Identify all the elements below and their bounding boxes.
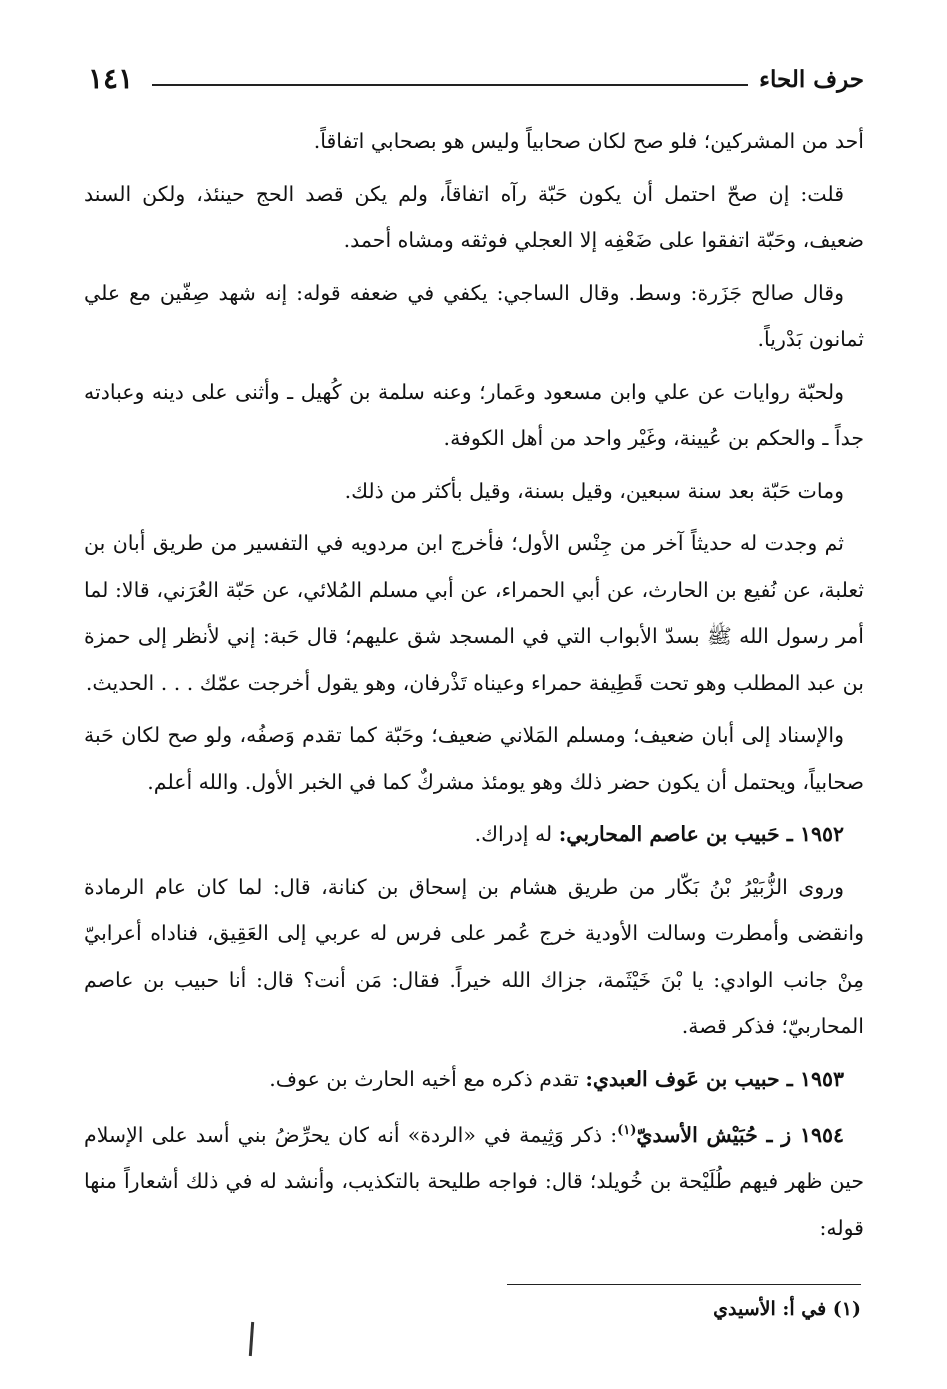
entry-text: له إدراك. [474, 822, 559, 846]
entry-heading: ١٩٥٣ ـ حبيب بن عَوف العبدي: [585, 1066, 844, 1091]
paragraph: وقال صالح جَزَرة: وسط. وقال الساجي: يكفي في ضعفه قوله: إنه شهد صِفّين مع علي ثمانون بَدْرياً. [84, 280, 864, 351]
paragraph: ولحبّة روايات عن علي وابن مسعود وعَمار؛ وعنه سلمة بن كُهيل ـ وأثنى على دينه وعبادته جداً ـ والحكم بن عُيينة، وغَيْر واحد من أهل الكوفة. [84, 379, 864, 450]
paragraph: قلت: إن صحّ احتمل أن يكون حَبّة رآه اتفاقاً، ولم يكن قصد الحج حينئذ، ولكن السند ضعيف، وحَبّة اتفقوا على ضَعْفِه إلا العجلي فوثقه ومشاه أحمد. [84, 181, 864, 252]
page-header [88, 62, 864, 102]
paragraph: والإسناد إلى أبان ضعيف؛ ومسلم المَلاني ضعيف؛ وحَبّة كما تقدم وَصفُه، ولو صح لكان حَبة صحابياً، ويحتمل أن يكون حضر ذلك وهو يومئذ مشركٌ كما في الخبر الأول. والله أعلم. [84, 723, 864, 794]
pencil-mark [249, 1322, 254, 1356]
biography-entry [84, 1108, 864, 1251]
paragraph: ثم وجدت له حديثاً آخر من جِنْس الأول؛ فأخرج ابن مردويه في التفسير من طريق أبان بن ثعلبة، عن نُفيع بن الحارث، عن أبي الحمراء، عن أبي مسلم المُلائي، عن حَبّة العُرَني، قالا: لما أمر رسول الله ﷺ بسدّ الأبواب التي في المسجد شق عليهم؛ قال حَبة: إني لأنظر إلى حمزة بن عبد المطلب وهو تحت قَطِيفة حمراء وعيناه تَذْرفان، وهو يقول أخرجت عمّك . . . الحديث. [84, 531, 864, 695]
entry-text: : ذكر وَثِيمة في «الردة» أنه كان يحرِّضُ بني أسد على الإسلام حين ظهر فيهم طُلَيْحة بن خُويلد؛ قال: فواجه طليحة بالتكذيب، وأنشد له في ذلك أشعاراً منها قوله: [84, 1122, 864, 1240]
footnote: (١) في أ: الأسيدي [713, 1298, 861, 1320]
biography-entry [84, 811, 864, 858]
entry-heading: ١٩٥٢ ـ حَبيب بن عاصم المحاربي: [558, 822, 844, 846]
footnote-marker: (١) [617, 1123, 637, 1138]
main-text [84, 118, 864, 1257]
running-title: حرف الحاء [759, 66, 864, 93]
paragraph: ومات حَبّة بعد سنة سبعين، وقيل بسنة، وقيل بأكثر من ذلك. [344, 478, 844, 503]
footnote-rule [507, 1284, 861, 1285]
entry-text: تقدم ذكره مع أخيه الحارث بن عوف. [269, 1066, 586, 1091]
entry-heading: ١٩٥٤ ز ـ حُبَيْش الأسديّ [636, 1122, 844, 1147]
paragraph: وروى الزُّبَيْرُ بْنُ بَكّار من طريق هشام بن إسحاق بن كنانة، قال: لما كان عام الرمادة وانقضى وأمطرت وسالت الأودية خرج عُمر على فرس له عربي إلى العَقِيق، فناداه أعرابيّ مِنْ جانب الوادي: يا بْنَ خَيْثَمة، جزاك الله خيراً. فقال: مَن أنت؟ قال: أنا حبيب بن عاصم المحاربيّ؛ فذكر قصة. [84, 874, 864, 1038]
biography-entry [84, 1056, 864, 1103]
header-rule [152, 84, 748, 86]
page-number: ١٤١ [88, 62, 134, 95]
paragraph: أحد من المشركين؛ فلو صح لكان صحابياً وليس هو بصحابي اتفاقاً. [313, 129, 864, 153]
